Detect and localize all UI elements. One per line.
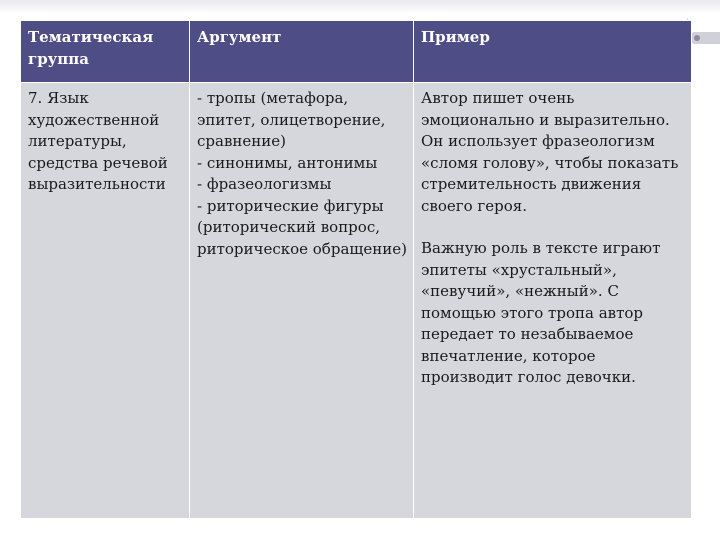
example-paragraph: Автор пишет очень эмоционально и выразительно. Он использует фразеологизм «сломя голову», чтобы показать стремительность движения своего героя.: [421, 89, 679, 215]
cell-thematic-group: 7. Язык художественной литературы, средства речевой выразительности: [21, 83, 190, 519]
example-paragraph: Важную роль в тексте играют эпитеты «хрустальный», «певучий», «нежный». С помощью этого тропа автор передает то незабываемое впечатление, которое производит голос девочки.: [421, 239, 661, 386]
argument-line: - тропы (метафора, эпитет, олицетворение, сравнение): [197, 89, 386, 150]
cell-example: [414, 83, 692, 519]
argument-table: [20, 20, 692, 519]
corner-dot-icon: [694, 35, 700, 41]
header-argument: Аргумент: [190, 21, 414, 83]
argument-line: - фразеологизмы: [197, 175, 332, 193]
header-thematic-group: Тематическая группа: [21, 21, 190, 83]
header-example: Пример: [414, 21, 692, 83]
table-row: [21, 83, 692, 519]
slide-top-gradient: [0, 0, 720, 14]
argument-line: - риторические фигуры (риторический вопрос, риторическое обращение): [197, 196, 407, 258]
cell-argument: [190, 83, 414, 519]
table-header-row: [21, 21, 692, 83]
argument-line: - синонимы, антонимы: [197, 153, 378, 172]
